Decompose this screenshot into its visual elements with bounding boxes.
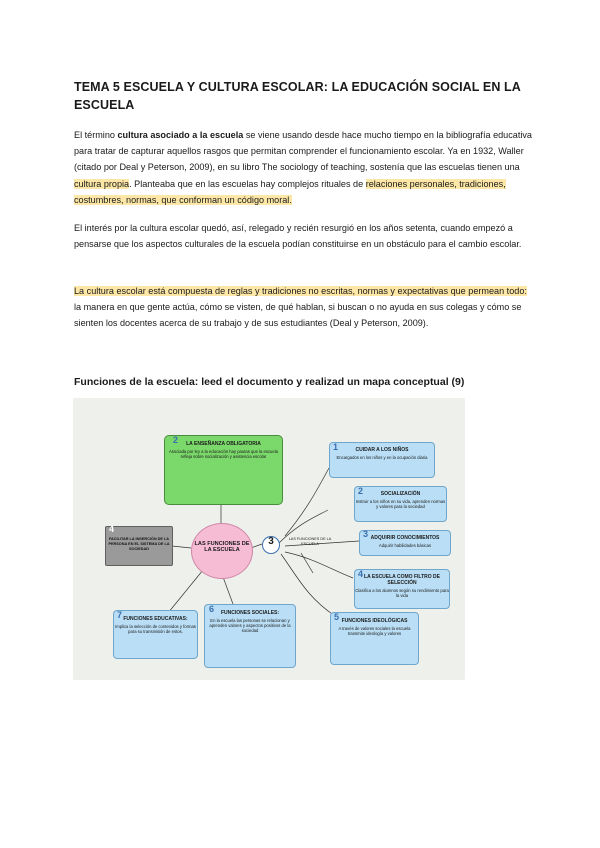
node-number: 2	[173, 435, 179, 445]
node-title: FUNCIONES IDEOLÓGICAS	[341, 618, 408, 624]
branch-label: LAS FUNCIONES DE LA ESCUELA	[288, 537, 332, 547]
node-cuidar	[329, 442, 435, 478]
node-text: Instruir a los niños en su vida, aprenden normas y valores para la sociedad	[355, 499, 446, 510]
node-socializacion	[354, 486, 447, 522]
node-number: 6	[209, 604, 215, 614]
section-subtitle: Funciones de la escuela: leed el documento y realizad un mapa conceptual (9)	[74, 376, 465, 388]
page-title: TEMA 5 ESCUELA Y CULTURA ESCOLAR: LA EDUCACIÓN SOCIAL EN LA ESCUELA	[74, 80, 521, 112]
paragraph-1	[74, 127, 534, 208]
p1-bold-1: cultura asociado a la escuela	[117, 130, 244, 140]
paragraph-3	[74, 283, 534, 332]
node-title: FUNCIONES EDUCATIVAS:	[123, 616, 188, 622]
node-sociales	[204, 604, 296, 668]
node-text: Clasifica a los alumnos según su rendimiento para la vida	[355, 588, 449, 599]
p3-text: la manera en que gente actúa, cómo se visten, de qué hablan, si buscan o no ayuda en sus colegas y cómo se sienten los docentes acerca de su trabajo y de sus estudiantes (Deal y Peterson, 2009).	[74, 302, 522, 329]
p1-highlight-1: cultura propia	[74, 178, 130, 189]
node-ensenanza-obligatoria	[164, 435, 283, 505]
p1-text-1: El término	[74, 130, 118, 140]
node-title: SOCIALIZACIÓN	[380, 491, 421, 497]
node-center	[191, 523, 253, 579]
node-title: FACILITAR LA INSERCIÓN DE LA PERSONA EN EL SISTEMA DE LA SOCIEDAD	[108, 537, 170, 551]
p1-highlight-2: relaciones personales, tradiciones, costumbres, normas, que conforman un código moral.	[74, 178, 506, 205]
node-filtro-seleccion	[354, 569, 450, 609]
node-title: CUIDAR A LOS NIÑOS	[355, 447, 409, 453]
node-number: 2	[358, 486, 364, 496]
node-text: Asociada por ley a la educación hay pautas que la escuela refleja sobre socialización y asistencia escolar	[169, 449, 278, 460]
node-text: En la escuela las personas se relacionan y aprenden valores y aspectos positivos de la sociedad	[209, 618, 291, 634]
node-number: 4	[358, 569, 364, 579]
node-title: LA ESCUELA COMO FILTRO DE SELECCIÓN	[364, 574, 440, 586]
node-educativas	[113, 610, 198, 659]
center-title: LAS FUNCIONES DE LA ESCUELA	[194, 541, 250, 554]
node-text: Encargados en los niños y en la ocupación diaria	[336, 455, 428, 460]
node-title: LA ENSEÑANZA OBLIGATORIA	[186, 441, 261, 447]
node-title: ADQUIRIR CONOCIMIENTOS	[370, 535, 440, 541]
paragraph-2: El interés por la cultura escolar quedó, así, relegado y recién resurgió en los años setenta, cuando empezó a pensarse que los aspectos culturales de la escuela podían constituirse en un obstáculo para el cambio escolar.	[74, 223, 522, 250]
node-number: 5	[334, 612, 340, 622]
p1-text-3: . Planteaba que en las escuelas hay complejos rituales de	[129, 178, 366, 189]
p3-highlight: La cultura escolar está compuesta de reglas y tradiciones no escritas, normas y expectativas que permean todo:	[74, 286, 527, 296]
node-conocimientos	[359, 530, 451, 556]
concept-map-image	[73, 398, 465, 680]
node-text: Adquirir habilidades básicas	[378, 543, 432, 548]
node-ideologicas	[330, 612, 419, 665]
node-number: 1	[333, 442, 339, 452]
node-number: 3	[363, 529, 369, 539]
node-title: FUNCIONES SOCIALES:	[220, 610, 280, 616]
node-text: A través de valores sociales la escuela transmite ideología y valores	[338, 626, 411, 637]
node-insercion	[105, 526, 173, 566]
ring-number: 3	[268, 536, 274, 547]
node-number: 4	[109, 524, 115, 534]
p1-text-2: se viene usando desde hace mucho tiempo en la bibliografía educativa para tratar de capturar aquellos rasgos que permitan comprender el funcionamiento escolar. Ya en 1932, Waller (citado por Deal y Peterson, 2009), en su libro The sociology of teaching, sostenía que las escuelas tienen una	[74, 130, 532, 173]
node-number: 7	[117, 610, 123, 620]
node-text: Implica la selección de contenidos y formas para su transmisión de estos.	[115, 624, 196, 635]
